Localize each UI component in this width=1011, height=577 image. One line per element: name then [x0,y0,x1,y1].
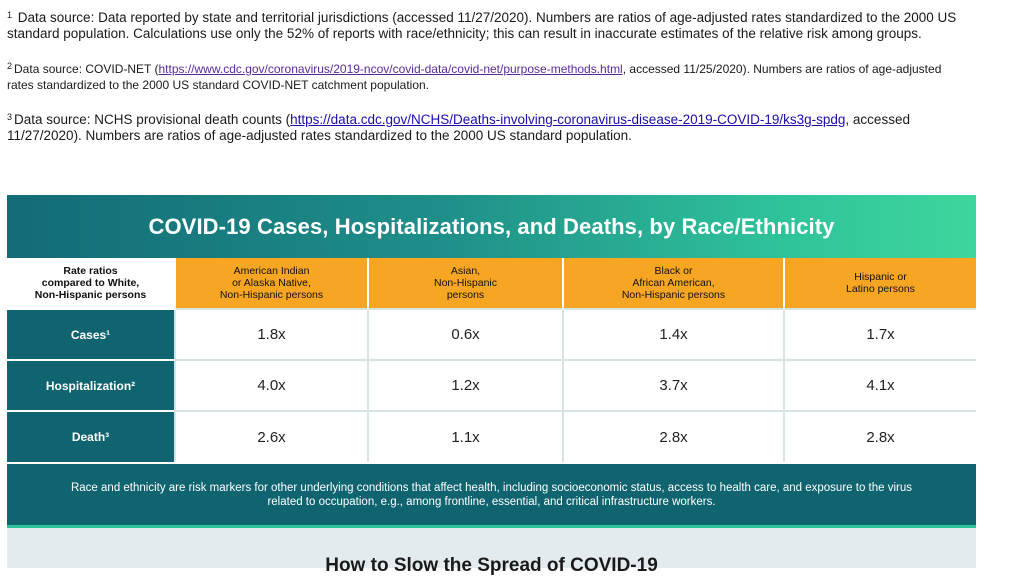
footnote-text: Data source: Data reported by state and territorial jurisdictions (accessed 11/27/2020). Numbers are ratios of age-adjusted rates standardized to the 2000 US standard population. Calculations use only the 52% of reports with race/ethnicity; this can result in inaccurate estimates of the relative risk among groups. [7,10,957,41]
header-line: Non-Hispanic persons [219,289,324,301]
footnotes [7,8,967,160]
header-line: Latino persons [846,283,915,295]
row-label: Hospitalization² [7,360,175,411]
header-line: compared to White, [41,277,140,289]
header-line: Rate ratios [63,265,118,277]
table-cell: 2.8x [784,411,976,462]
rate-ratio-table [7,258,976,462]
header-line: Asian, [450,265,481,277]
table-cell: 4.0x [175,360,368,411]
header-line: American Indian [233,265,310,277]
infographic-banner [7,195,976,258]
table-row-hospitalization [7,360,976,411]
table-cell: 0.6x [368,309,563,360]
header-line: African American, [632,277,715,289]
table-cell: 1.8x [175,309,368,360]
table-cell: 3.7x [563,360,784,411]
nchs-data-link[interactable]: https://data.cdc.gov/NCHS/Deaths-involving-coronavirus-disease-2019-COVID-19/ks3g-spdg [290,112,846,127]
header-hispanic [784,258,976,309]
row-label: Death³ [7,411,175,462]
header-line: Black or [654,265,693,277]
footnote-text-after: , accessed 11/25/2020). Numbers are ratios of age-adjusted rates standardized to the 2000 US standard COVID-NET catchment population. [7,62,942,92]
header-line: Non-Hispanic persons [621,289,726,301]
table-cell: 2.8x [563,411,784,462]
table-cell: 1.7x [784,309,976,360]
header-line: persons [446,289,485,301]
table-row-death [7,411,976,462]
footnote-text-after: , accessed 11/27/2020). Numbers are ratios of age-adjusted rates standardized to the 2000 US standard population. [7,112,910,143]
header-asian [368,258,563,309]
footnote-text-before: Data source: NCHS provisional death counts ( [14,112,291,127]
table-cell: 1.2x [368,360,563,411]
header-rate-ratios [7,258,175,309]
table-cell: 1.4x [563,309,784,360]
header-line: Hispanic or [854,271,907,283]
header-american-indian [175,258,368,309]
header-line: Non-Hispanic [433,277,498,289]
footnote-marker: 2 [7,61,13,71]
footnote-marker: 1 [7,10,13,20]
footnote-marker: 3 [7,112,13,122]
next-section-heading: How to Slow the Spread of COVID-19 [325,555,658,576]
footnote-1 [7,8,967,41]
table-header-row [7,258,976,309]
table-cell: 1.1x [368,411,563,462]
risk-marker-note: Race and ethnicity are risk markers for other underlying conditions that affect health, including socioeconomic status, access to health care, and exposure to the virus related to occupation, e.g., among frontline, essential, and critical infrastructure workers. [7,462,976,525]
footnote-text-before: Data source: COVID-NET ( [14,62,159,76]
table-row-cases [7,309,976,360]
header-line: or Alaska Native, [232,277,311,289]
table-cell: 2.6x [175,411,368,462]
next-section-panel [7,528,976,576]
race-ethnicity-infographic [7,195,976,576]
header-black [563,258,784,309]
footnote-3 [7,110,967,143]
footnote-2 [7,58,967,93]
covid-net-link[interactable]: https://www.cdc.gov/coronavirus/2019-ncov/covid-data/covid-net/purpose-methods.html [158,62,623,76]
table-cell: 4.1x [784,360,976,411]
row-label: Cases¹ [7,309,175,360]
infographic-title: COVID-19 Cases, Hospitalizations, and Deaths, by Race/Ethnicity [148,213,835,239]
header-line: Non-Hispanic persons [34,289,147,301]
